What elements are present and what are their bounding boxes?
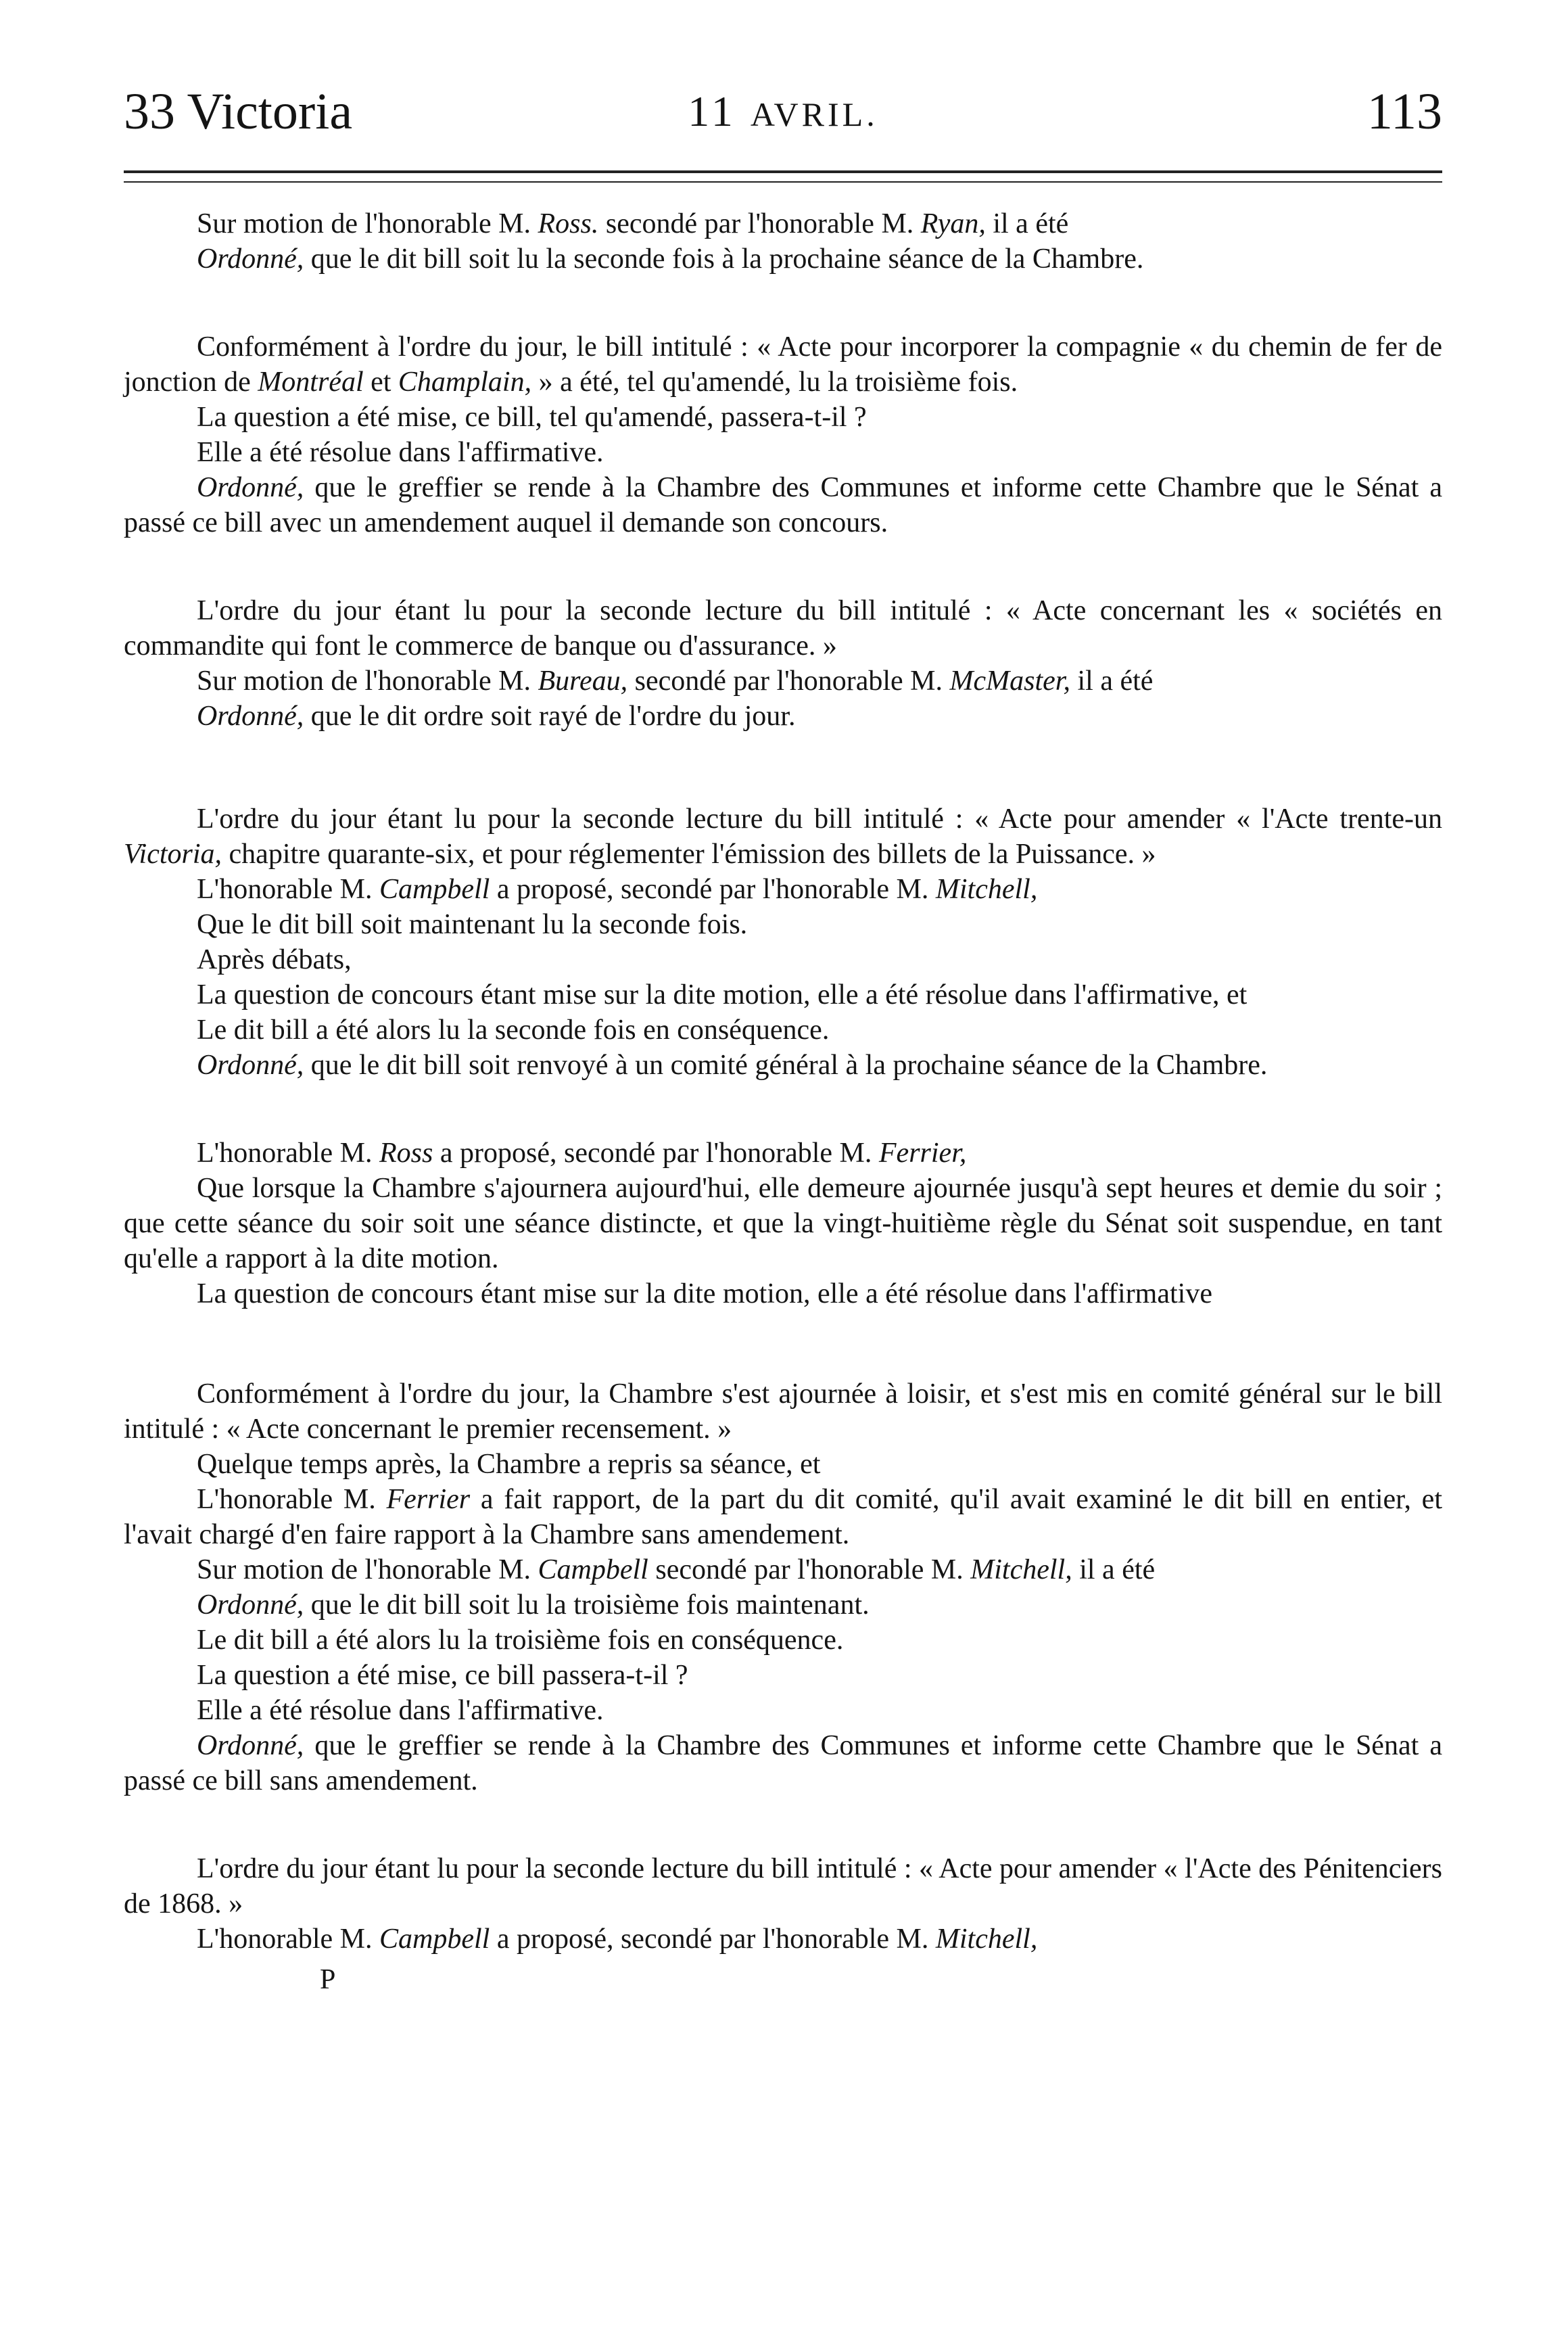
paragraph: Conformément à l'ordre du jour, la Chambre s'est ajournée à loisir, et s'est mis en comité général sur le bill intitulé : « Acte concernant le premier recensement. » [124,1378,1442,1445]
entry-recensement-bill [124,1376,1442,1798]
date-month: AVRIL. [750,95,878,133]
paragraph: La question de concours étant mise sur la dite motion, elle a été résolue dans l'affirmative [197,1278,1212,1309]
paragraph: Ordonné, que le greffier se rende à la Chambre des Communes et informe cette Chambre que le Sénat a passé ce bill sans amendement. [124,1730,1442,1796]
journal-body [124,206,1442,1997]
paragraph: Quelque temps après, la Chambre a repris sa séance, et [197,1449,821,1480]
paragraph: Sur motion de l'honorable M. Ross. secondé par l'honorable M. Ryan, il a été [197,208,1069,239]
header-rule-thin [124,181,1442,183]
member-name: Ryan, [920,208,986,239]
member-name: Ross. [538,208,599,239]
paragraph: L'honorable M. Ferrier a fait rapport, de la part du dit comité, qu'il avait examiné le dit bill en entier, et l'avait chargé d'en faire rapport à la Chambre sans amendement. [124,1484,1442,1550]
volume-title: 33 Victoria [124,83,353,140]
paragraph: Sur motion de l'honorable M. Campbell secondé par l'honorable M. Mitchell, il a été [197,1554,1156,1585]
entry-billets-puissance-bill [124,801,1442,1083]
paragraph: Elle a été résolue dans l'affirmative. [197,1695,604,1726]
running-header [124,81,1442,142]
paragraph: La question a été mise, ce bill, tel qu'amendé, passera-t-il ? [197,402,867,433]
paragraph: Le dit bill a été alors lu la troisième fois en conséquence. [197,1625,844,1656]
paragraph: Le dit bill a été alors lu la seconde fois en conséquence. [197,1015,830,1046]
paragraph: Ordonné, que le dit ordre soit rayé de l'ordre du jour. [197,701,796,732]
date-day: 11 [688,87,736,135]
page-date [124,81,1442,145]
paragraph: L'ordre du jour étant lu pour la seconde lecture du bill intitulé : « Acte pour amender « l'Acte trente-un Victoria, chapitre quarante-six, et pour réglementer l'émission des billets de la Puissance. » [124,804,1442,870]
paragraph: Ordonné, que le dit bill soit lu la seconde fois à la prochaine séance de la Chambre. [197,243,1144,275]
paragraph: Que lorsque la Chambre s'ajournera aujourd'hui, elle demeure ajournée jusqu'à sept heures et demie du soir ; que cette séance du soir soit une séance distincte, et que la vingt-huitième règle du Sénat soit suspendue, en tant qu'elle a rapport à la dite motion. [124,1173,1442,1274]
paragraph: Ordonné, que le greffier se rende à la Chambre des Communes et informe cette Chambre que le Sénat a passé ce bill avec un amendement auquel il demande son concours. [124,472,1442,538]
paragraph: L'ordre du jour étant lu pour la seconde lecture du bill intitulé : « Acte concernant les « sociétés en commandite qui font le commerce de banque ou d'assurance. » [124,595,1442,661]
paragraph: Conformément à l'ordre du jour, le bill intitulé : « Acte pour incorporer la compagnie « du chemin de fer de jonction de Montréal et Champlain, » a été, tel qu'amendé, lu la troisième fois. [124,331,1442,398]
paragraph: Après débats, [197,944,352,975]
entry-montreal-champlain-bill [124,329,1442,540]
paragraph: Ordonné, que le dit bill soit renvoyé à un comité général à la prochaine séance de la Chambre. [197,1050,1268,1081]
paragraph: L'honorable M. Campbell a proposé, secondé par l'honorable M. Mitchell, [197,1924,1038,1955]
paragraph: Elle a été résolue dans l'affirmative. [197,437,604,468]
paragraph: Ordonné, que le dit bill soit lu la troisième fois maintenant. [197,1589,870,1621]
entry-societes-commandite-bill [124,593,1442,734]
paragraph: L'ordre du jour étant lu pour la seconde lecture du bill intitulé : « Acte pour amender « l'Acte des Pénitenciers de 1868. » [124,1853,1442,1919]
paragraph: L'honorable M. Ross a proposé, secondé par l'honorable M. Ferrier, [197,1138,967,1169]
entry-adjournment-motion [124,1136,1442,1311]
header-rule-thick [124,170,1442,173]
paragraph: L'honorable M. Campbell a proposé, secondé par l'honorable M. Mitchell, [197,874,1038,905]
paragraph: La question de concours étant mise sur la dite motion, elle a été résolue dans l'affirmative, et [197,979,1248,1010]
signature-mark: P [320,1964,336,1995]
entry-ross-ryan-motion [124,206,1442,277]
page-number: 113 [1367,83,1442,140]
paragraph: Sur motion de l'honorable M. Bureau, secondé par l'honorable M. McMaster, il a été [197,666,1154,697]
entry-penitenciers-bill [124,1851,1442,1957]
paragraph: La question a été mise, ce bill passera-t-il ? [197,1660,688,1691]
paragraph: Que le dit bill soit maintenant lu la seconde fois. [197,909,748,940]
